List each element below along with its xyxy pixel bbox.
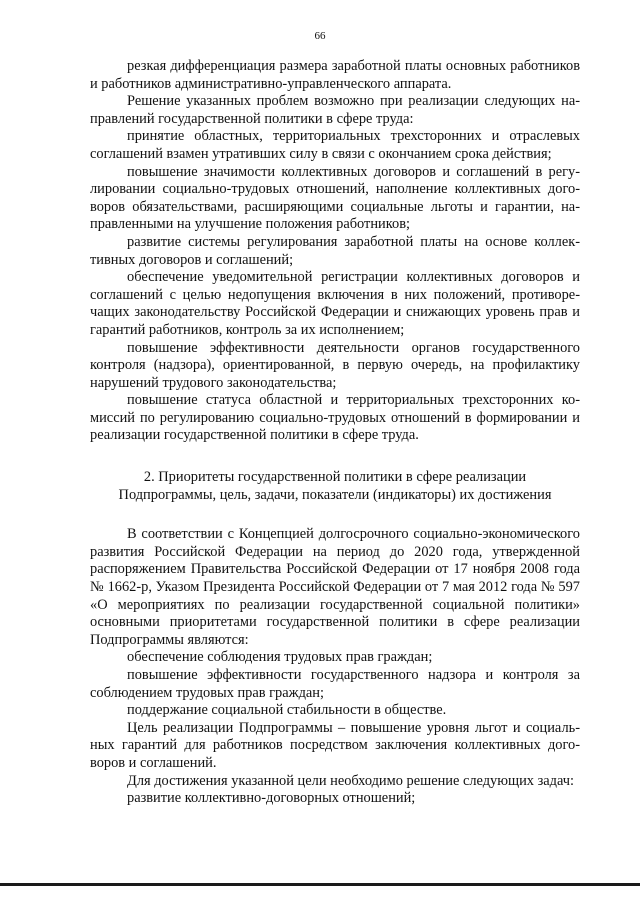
section-heading-line: 2. Приоритеты государственной политики в сфере реализации	[143, 469, 527, 486]
paragraph: Цель реализации Подпрограммы – повышение уровня льгот и социальных гарантий для работников посредством заключения коллективных договоров и соглашений.	[90, 719, 580, 771]
scan-edge-line	[0, 883, 640, 886]
paragraph: принятие областных, территориальных трехсторонних и отраслевых соглашений взамен утративших силу в связи с окончанием срока действия;	[90, 128, 580, 162]
document-body	[90, 58, 580, 808]
paragraph: повышение эффективности государственного надзора и контроля за соблюдением трудовых прав граждан;	[90, 667, 580, 701]
paragraph: резкая дифференциация размера заработной платы основных работников и работников административно-управленческого аппарата.	[90, 58, 580, 92]
section-heading-line: Подпрограммы, цель, задачи, показатели (индикаторы) их достижения	[118, 486, 552, 503]
paragraph: обеспечение уведомительной регистрации коллективных договоров и соглашений с целью недопущения включения в них положений, противоречащих законодательству Российской Федерации и снижающих уровень прав и гарантий работников, контроль за их исполнением;	[90, 269, 580, 338]
paragraph: Решение указанных проблем возможно при реализации следующих направлений государственной политики в сфере труда:	[90, 93, 580, 127]
paragraph: повышение статуса областной и территориальных трехсторонних комиссий по регулированию социально-трудовых отношений в формировании и реализации государственной политики в сфере труда.	[90, 392, 580, 444]
section-heading	[90, 469, 580, 504]
paragraph: повышение значимости коллективных договоров и соглашений в регулировании социально-трудовых отношений, наполнение коллективных договоров обязательствами, расширяющими социальные льготы и гарантии, направленными на улучшение положения работников;	[90, 163, 580, 233]
paragraph: развитие системы регулирования заработной платы на основе коллективных договоров и соглашений;	[90, 233, 580, 268]
paragraph: Для достижения указанной цели необходимо решение следующих задач:	[127, 772, 575, 789]
paragraph: поддержание социальной стабильности в обществе.	[127, 702, 447, 719]
paragraph: развитие коллективно-договорных отношений;	[127, 790, 416, 807]
paragraph: повышение эффективности деятельности органов государственного контроля (надзора), ориентированной, в первую очередь, на профилактику нарушений трудового законодательства;	[90, 339, 580, 391]
page-number: 66	[314, 30, 326, 42]
paragraph: В соответствии с Концепцией долгосрочного социально-экономического развития Российской Федерации на период до 2020 года, утвержденной распоряжением Правительства Российской Федерации от 17 ноября 2008 года № 1662-р, Указом Президента Российской Федерации от 7 мая 2012 года № 597 «О мероприятиях по реализации государственной социальной политики» основными приоритетами государственной политики в сфере реализации Подпрограммы являются:	[90, 526, 580, 648]
paragraph: обеспечение соблюдения трудовых прав граждан;	[127, 649, 433, 666]
